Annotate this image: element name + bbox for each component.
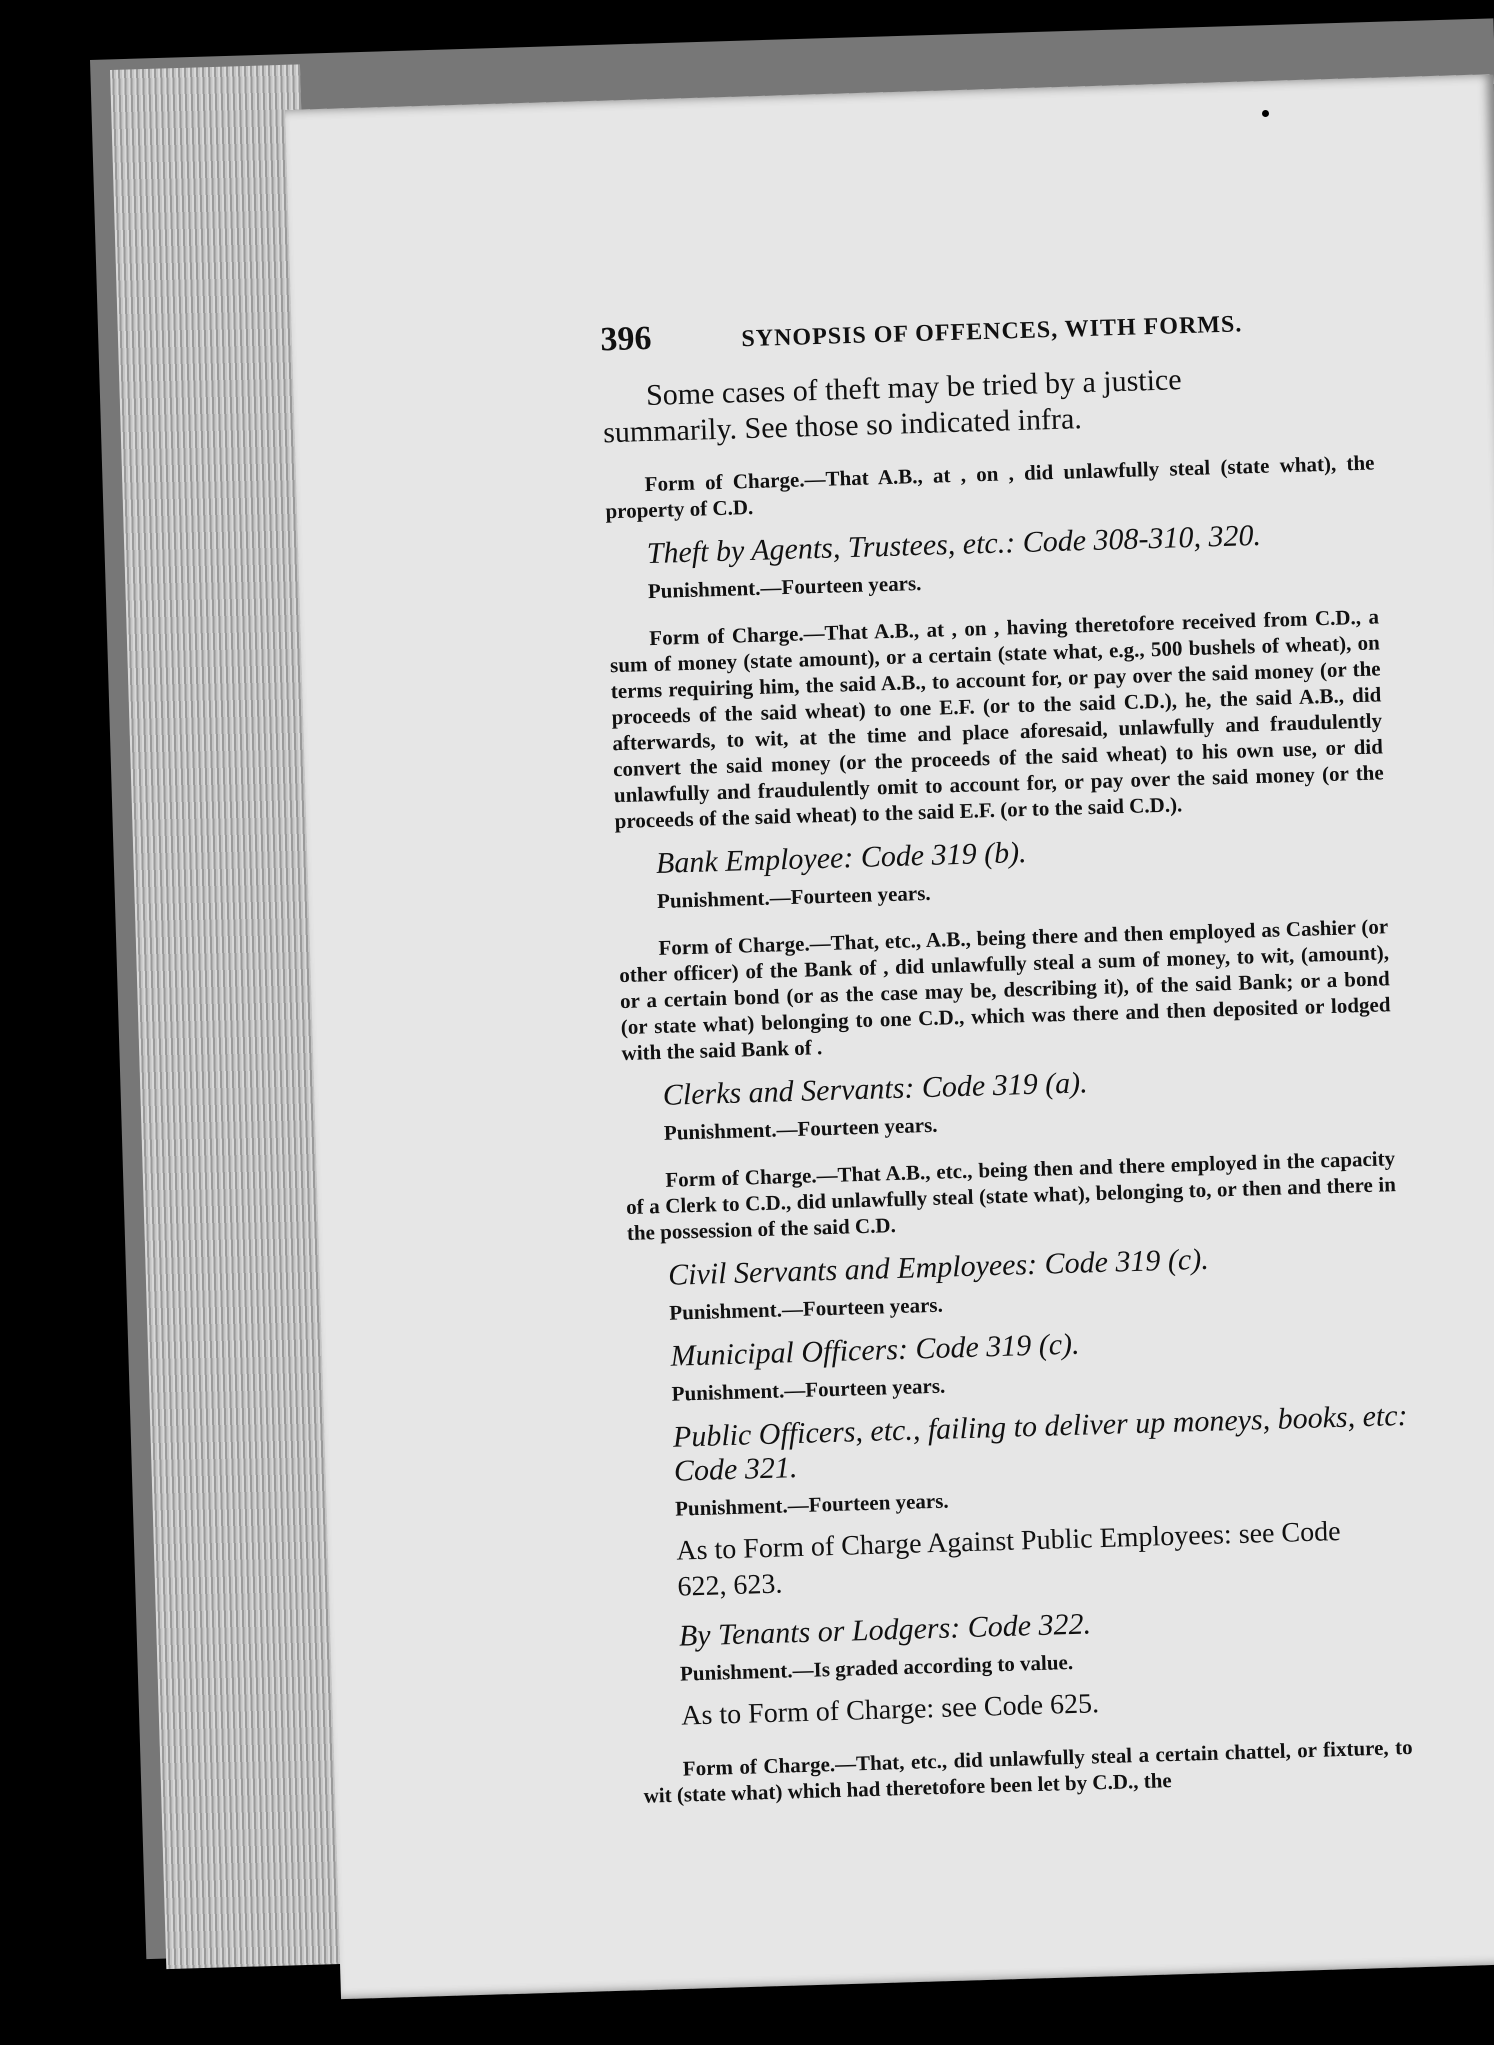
running-head: SYNOPSIS OF OFFENCES, WITH FORMS. bbox=[741, 311, 1243, 353]
section-heading: Civil Servants and Employees: Code 319 (c). bbox=[667, 1242, 1210, 1292]
form-of-charge: Form of Charge.—That A.B., at , on , having theretofore received from C.D., a sum of money (state amount), or a certain (state what, e.g., 500 bushels of wheat), on terms requiring him, the said A.B., to account for, or pay over the said money (or the proceeds of the said wheat) to one E.F. (or to the said C.D.), he, the said A.B., did afterwards, to wit, at the time and place aforesaid, unlawfully and fraudulently convert the said money (or the proceeds of the said wheat) to his own use, or did unlawfully and fraudulently omit to account for, or pay over the said money (or the proceeds of the said wheat) to the said E.F. (or to the said C.D.). bbox=[609, 604, 1384, 834]
form-of-charge: Form of Charge.—That A.B., etc., being then and there employed in the capacity of a Clerk to C.D., did unlawfully steal (state what), belonging to, or then and there in the possession of the said C.D. bbox=[625, 1146, 1397, 1245]
section-heading: Municipal Officers: Code 319 (c). bbox=[670, 1327, 1080, 1373]
punishment: Punishment.—Fourteen years. bbox=[647, 570, 922, 604]
punishment: Punishment.—Fourteen years. bbox=[674, 1488, 949, 1521]
cross-reference: As to Form of Charge Against Public Employees: see Code 622, 623. bbox=[675, 1515, 1341, 1603]
punishment: Punishment.—Fourteen years. bbox=[656, 880, 931, 913]
section-heading: Public Officers, etc., failing to deliver up moneys, books, etc: Code 321. bbox=[672, 1398, 1408, 1488]
form-of-charge: Form of Charge.—That A.B., at , on , did unlawfully steal (state what), the property of C.D. bbox=[605, 450, 1375, 524]
page-content bbox=[310, 297, 1474, 1828]
punishment: Punishment.—Fourteen years. bbox=[668, 1292, 944, 1325]
section-heading: Theft by Agents, Trustees, etc.: Code 308-310, 320. bbox=[646, 518, 1262, 571]
punishment: Punishment.—Is graded according to value. bbox=[679, 1649, 1074, 1686]
cross-reference: As to Form of Charge: see Code 625. bbox=[680, 1688, 1100, 1732]
punishment: Punishment.—Fourteen years. bbox=[671, 1373, 946, 1406]
form-of-charge: Form of Charge.—That, etc., A.B., being there and then employed as Cashier (or other officer) of the Bank of , did unlawfully steal a sum of money, to wit, (amount), or a certain bond (or as the case may be, describing it), of the said Bank; or a bond (or state what) belonging to one C.D., which was there and then deposited or lodged with the said Bank of . bbox=[618, 914, 1391, 1066]
section-heading: Clerks and Servants: Code 319 (a). bbox=[662, 1066, 1089, 1112]
page-number: 396 bbox=[599, 319, 652, 359]
section-heading: By Tenants or Lodgers: Code 322. bbox=[678, 1607, 1092, 1653]
form-of-charge: Form of Charge.—That, etc., did unlawfully steal a certain chattel, or fixture, to wit (state what) which had theretofore been let by C.D., the bbox=[643, 1734, 1413, 1808]
section-heading: Bank Employee: Code 319 (b). bbox=[655, 835, 1028, 880]
ink-dot bbox=[1262, 110, 1269, 117]
punishment: Punishment.—Fourteen years. bbox=[663, 1112, 938, 1145]
intro-paragraph: Some cases of theft may be tried by a justice summarily. See those so indicated infra. bbox=[602, 363, 1183, 450]
